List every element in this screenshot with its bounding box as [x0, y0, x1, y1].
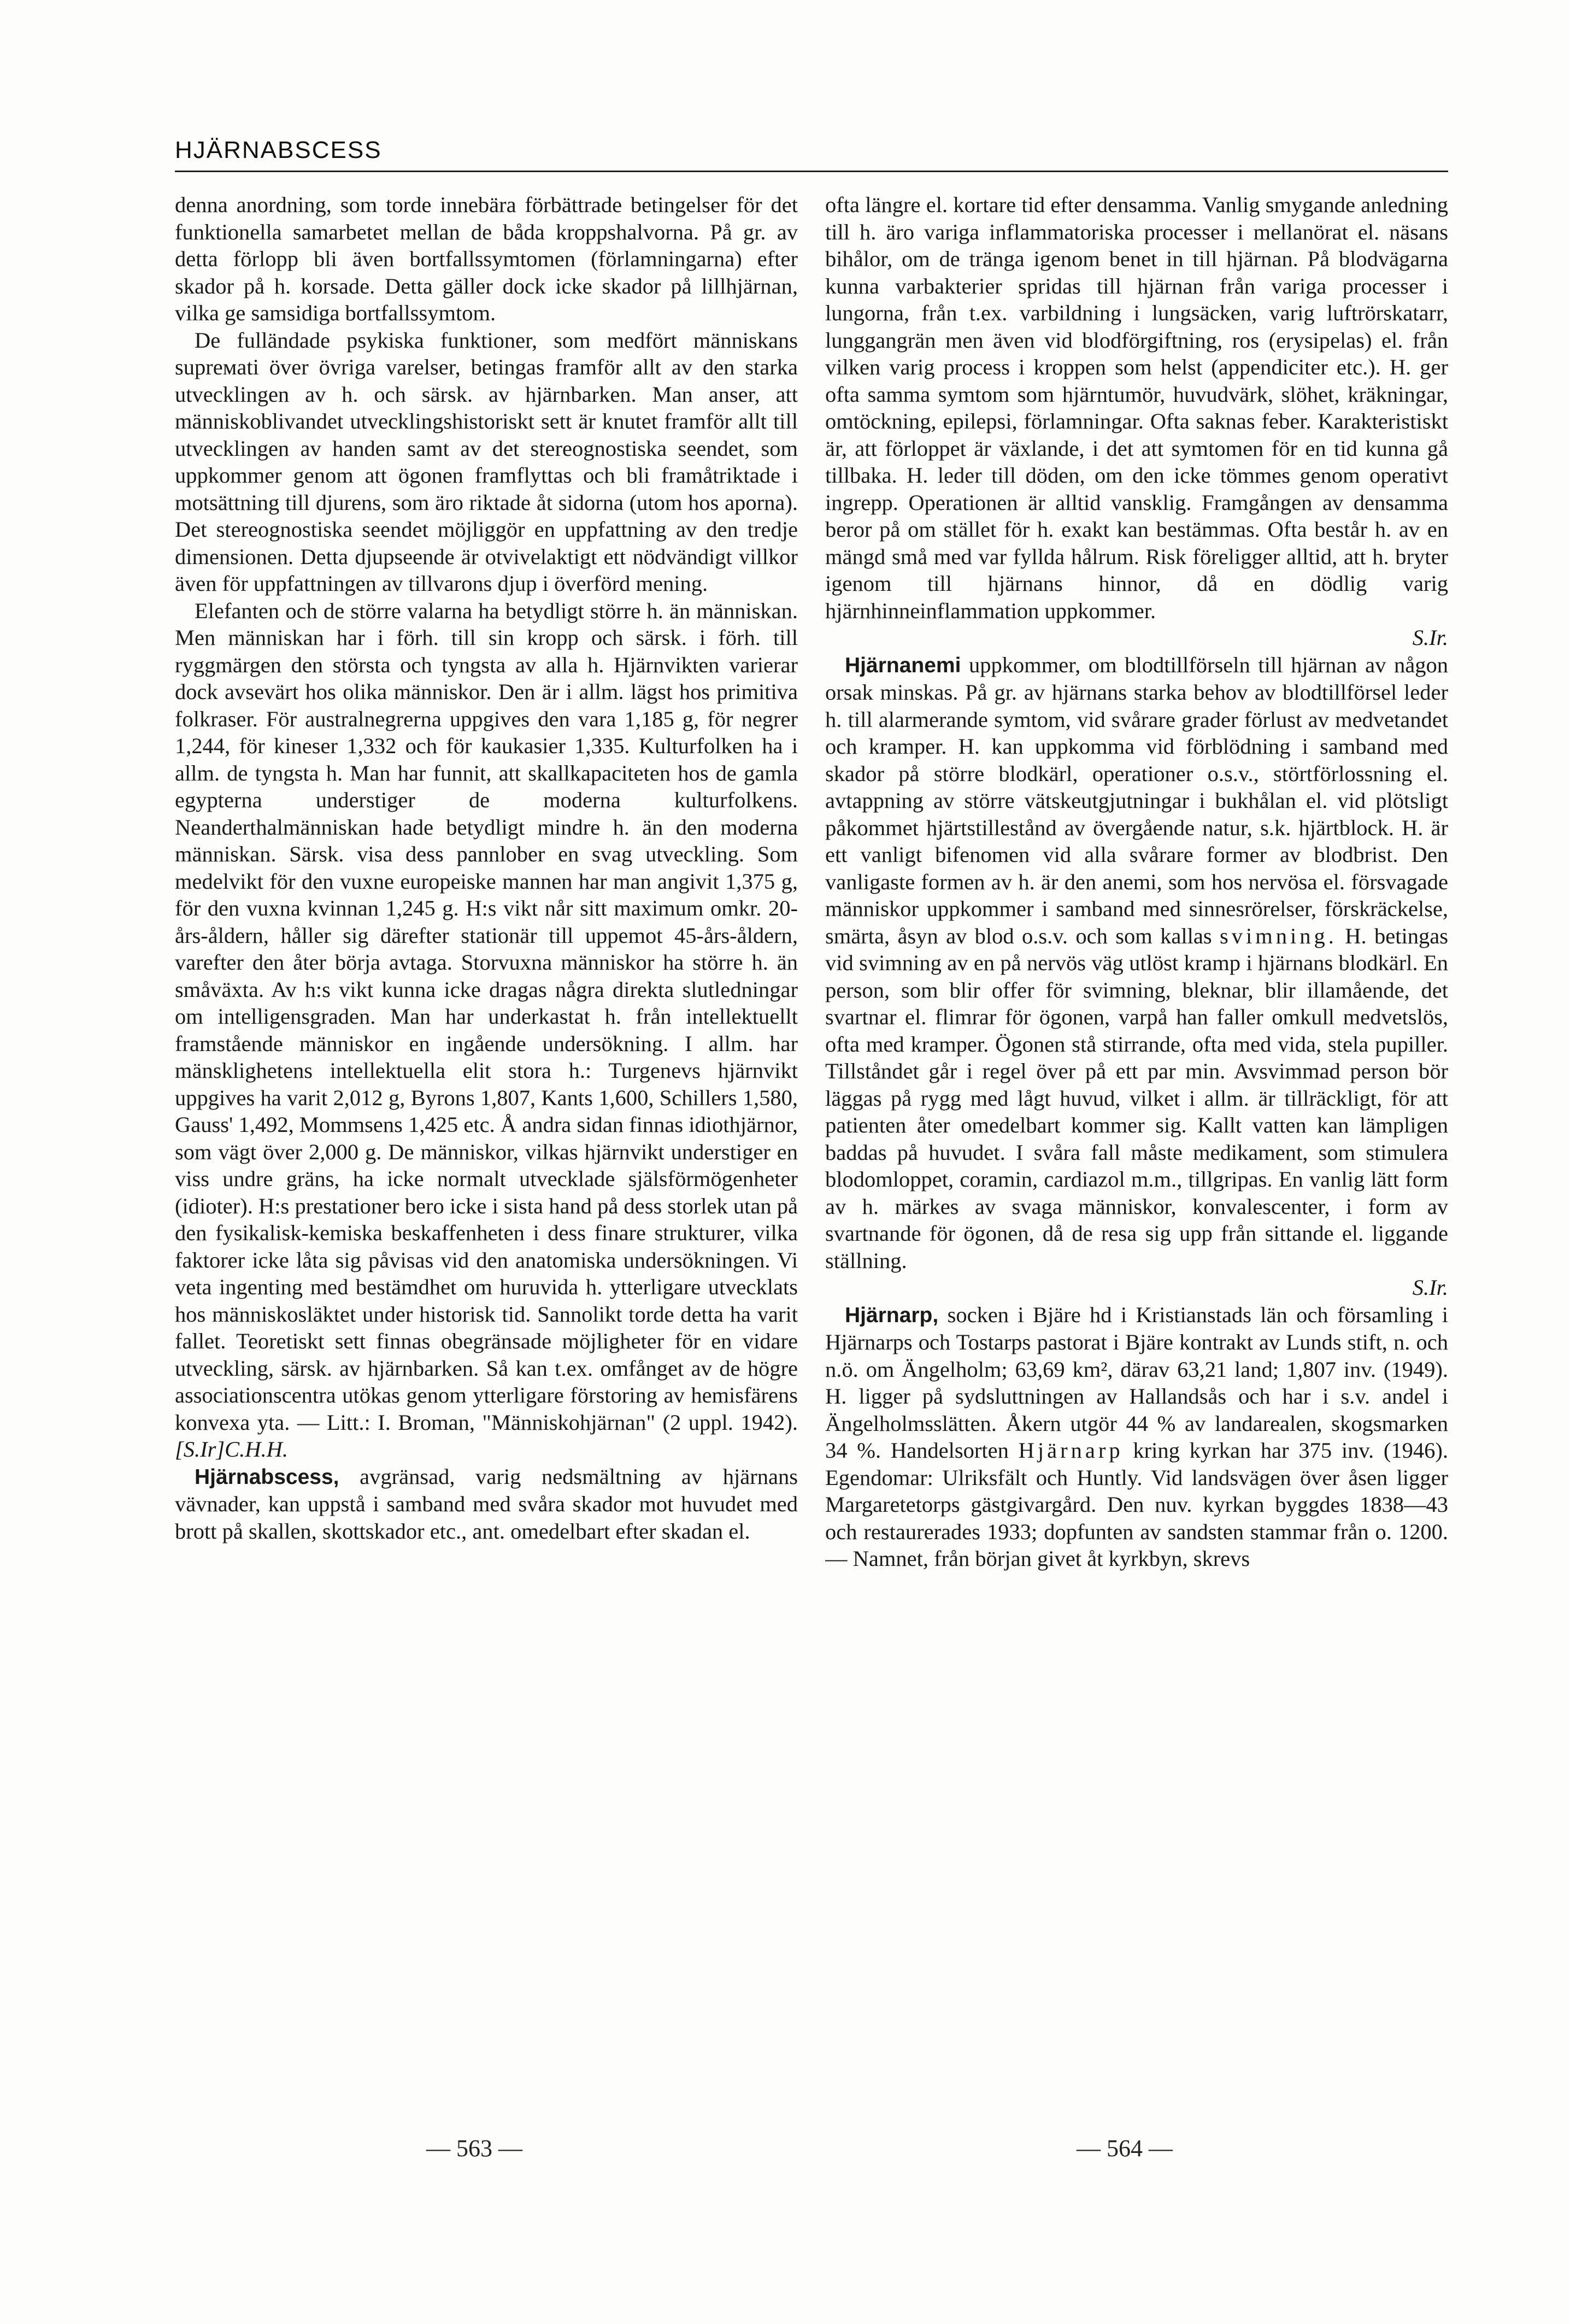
entry-hjarnanemi-text-a: uppkommer, om blodtillförseln till hjärnan av någon orsak minskas. På gr. av hjärnans starka behov av blodtillförsel leder h. till alarmerande symtom, vid svårare grader förlust av medvetandet och kramper. H. kan uppkomma vid förblödning i samband med skador på större blodkärl, operationer o.s.v., störtförlossning el. avtappning av större vätskeutgjutningar i bukhålan el. vid plötsligt påkommet hjärtstillestånd av övergående natur, s.k. hjärtblock. H. är ett vanligt bifenomen vid alla svårare former av blodbrist. Den vanligaste formen av h. är den anemi, som hos nervösa el. försvagade människor uppkommer i samband med sinnesrörelser, förskräckelse, smärta, åsyn av blod o.s.v. och som kallas — [825, 652, 1448, 948]
right-column — [825, 191, 1448, 2082]
entry-hjarnanemi — [825, 652, 1448, 1301]
running-head: HJÄRNABSCESS — [175, 137, 382, 163]
right-paragraph-1 — [825, 191, 1448, 652]
left-paragraph-3 — [175, 597, 798, 1463]
entry-hjarnarp-text-a: socken i Bjäre hd i Kristianstads län och församling i Hjärnarps och Tostarps pastorat i Bjäre kontrakt av Lunds stift, n. och n.ö. om Ängelholm; 63,69 km², därav 63,21 land; 1,807 inv. (1949). H. ligger på sydsluttningen av Hallandsås och har i s.v. andel i Ängelholmsslätten. Åkern utgör 44 % av landarealen, skogsmarken 34 %. Handelsorten — [825, 1302, 1448, 1463]
entry-hjarnanemi-text-b: H. betingas vid svimning av en på nervös väg utlöst kramp i hjärnans blodkärl. En person, som blir offer för svimning, bleknar, blir illamående, det svartnar el. flimrar för ögonen, varpå han faller omkull medvetslös, ofta med kramper. Ögonen stå stirrande, ofta med vida, stela pupiller. Tillståndet går i regel över på ett par min. Avsvimmad person bör läggas på rygg med lågt huvud, vilket i allm. är tillräckligt, för att patienten åter omedelbart kommer sig. Kallt vatten kan lämpligen baddas på huvudet. I svåra fall måste medikament, som stimulera blodomloppet, coramin, cardiazol m.m., tillgripas. En vanlig lätt form av h. märkes av svaga människor, konvalescenter, i form av svartnande för ögonen, då de resa sig upp från sittande el. liggande ställning. — [825, 923, 1448, 1273]
headword-hjarnarp: Hjärnarp, — [845, 1303, 939, 1327]
headword-hjarnanemi: Hjärnanemi — [845, 653, 961, 677]
entry-hjarnabscess — [175, 1463, 798, 1545]
headword-hjarnabscess: Hjärnabscess, — [195, 1465, 339, 1489]
page-number-right: — 564 — — [1077, 2135, 1173, 2162]
signature: S.Ir. — [1412, 625, 1448, 650]
right-paragraph-1-text: ofta längre el. kortare tid efter densamma. Vanlig smygande anledning till h. äro variga inflammatoriska processer i mellanörat el. näsans bihålor, om de tränga igenom benet in till hjärnan. På blodvägarna kunna varbakterier spridas till hjärnan från variga processer i lungorna, från t.ex. varbildning i lungsäcken, varig luftrörskatarr, lunggangrän men även vid blodförgiftning, ros (erysipelas) el. från vilken varig process i kroppen som helst (appendiciter etc.). H. ger ofta samma symtom som hjärntumör, huvudvärk, slöhet, kräkningar, omtöckning, epilepsi, förlamningar. Ofta saknas feber. Karakteristiskt är, att förloppet är växlande, i det att symtomen för en tid kunna gå tillbaka. H. leder till döden, om den icke tömmes genom operativt ingrepp. Operationen är alltid vansklig. Framgången av densamma beror på om stället för h. exakt kan bestämmas. Ofta består h. av en mängd små med var fyllda hålrum. Risk föreligger alltid, att h. bryter igenom till hjärnans hinnor, då en dödlig varig hjärnhinneinflammation uppkommer. — [825, 192, 1448, 623]
entry-hjarnabscess-text: avgränsad, varig nedsmältning av hjärnans vävnader, kan uppstå i samband med svåra skador mot huvudet med brott på skallen, skottskador etc., ant. omedelbart efter skadan el. — [175, 1464, 798, 1544]
left-paragraph-2: De fulländade psykiska funktioner, som medfört människans suprемati över övriga varelser, betingas framför allt av den starka utvecklingen av h. och särsk. av hjärnbarken. Man anser, att människoblivandet utvecklingshistoriskt sett är knutet framför allt till utvecklingen av handen samt av det stereognostiska seendet, som uppkommer genom att ögonen framflyttas och bli framåtriktade i motsättning till djurens, som äro riktade åt sidorna (utom hos aporna). Det stereognostiska seendet möjliggör en uppfattning av den tredje dimensionen. Detta djupseende är otvivelaktigt ett nödvändigt villkor även för uppfattningen av tillvarons djup i överförd mening. — [175, 327, 798, 596]
entry-hjarnarp-text-b: kring kyrkan har 375 inv. (1946). Egendomar: Ulriksfält och Huntly. Vid landsvägen över åsen ligger Margaretetorps gästgivargård. Den nuv. kyrkan byggdes 1838—43 och restaurerades 1933; dopfunten av sandsten stammar från o. 1200. — Namnet, från början givet åt kyrkbyn, skrevs — [825, 1438, 1448, 1571]
left-paragraph-3-text: Elefanten och de större valarna ha betydligt större h. än människan. Men människan har i förh. till sin kropp och särsk. i förh. till ryggmärgen den största och tyngsta av alla h. Hjärnvikten varierar dock avsevärt hos olika människor. Den är i allm. lägst hos primitiva folkraser. För australnegrerna uppgives den vara 1,185 g, för negrer 1,244, för kineser 1,332 och för kaukasier 1,335. Kulturfolken ha i allm. de tyngsta h. Man har funnit, att skallkapaciteten hos de gamla egypterna understiger de moderna kulturfolkens. Neanderthalmänniskan hade betydligt mindre h. än den moderna människan. Särsk. visa dess pannlober en svag utveckling. Som medelvikt för den vuxne europeiske mannen har man angivit 1,375 g, för den vuxna kvinnan 1,245 g. H:s vikt når sitt maximum omkr. 20-års-åldern, håller sig därefter stationär till uppemot 45-års-åldern, varefter den åter börja avtaga. Storvuxna människor ha större h. än småväxta. Av h:s vikt kunna icke dragas några direkta slutledningar om intelligensgraden. Man har underkastat h. från intellektuellt framstående människor en ingående undersökning. I allm. har mänsklighetens intellektuella elit stora h.: Turgenevs hjärnvikt uppgives ha varit 2,012 g, Byrons 1,807, Kants 1,600, Schillers 1,580, Gauss' 1,492, Mommsens 1,425 etc. Å andra sidan finnas idiothjärnor, som vägt över 2,000 g. De människor, vilkas hjärnvikt understiger en viss undre gräns, ha icke normalt utvecklade själsförmögenheter (idioter). H:s prestationer bero icke i sista hand på dess storlek utan på den fysikalisk-kemiska beskaffenheten i dess finare strukturer, vilka faktorer icke låta sig påvisas vid den anatomiska undersökningen. Vi veta ingenting med bestämdhet om huruvida h. ytterligare utvecklats hos människosläktet under historisk tid. Sannolikt torde detta ha varit fallet. Teoretiskt sett finnas obegränsade möjligheter för en vidare utveckling, särsk. av hjärnbarken. Så kan t.ex. omfånget av de högre associationscentra utökas genom ytterligare förstoring av hemisfärens konvexa yta. — Litt.: I. Broman, "Människohjärnan" (2 uppl. 1942). — [175, 598, 798, 1435]
left-paragraph-1: denna anordning, som torde innebära förbättrade betingelser för det funktionella samarbetet mellan de båda kroppshalvorna. På gr. av detta förlopp bli även bortfallssymtomen (förlamningarna) efter skador på h. korsade. Detta gäller dock icke skador på lillhjärnan, vilka ge samsidiga bortfallssymtom. — [175, 192, 798, 325]
signature: S.Ir. — [1412, 1275, 1448, 1300]
entry-hjarnarp — [825, 1301, 1448, 1572]
signature: [S.Ir]C.H.H. — [175, 1437, 289, 1462]
header-rule — [175, 171, 1448, 172]
page-number-left: — 563 — — [426, 2135, 522, 2162]
spaced-term-hjarnarp: Hjärnarp — [1018, 1438, 1124, 1463]
left-column — [175, 191, 798, 2082]
spaced-term-svimning: svimning. — [1220, 923, 1337, 948]
